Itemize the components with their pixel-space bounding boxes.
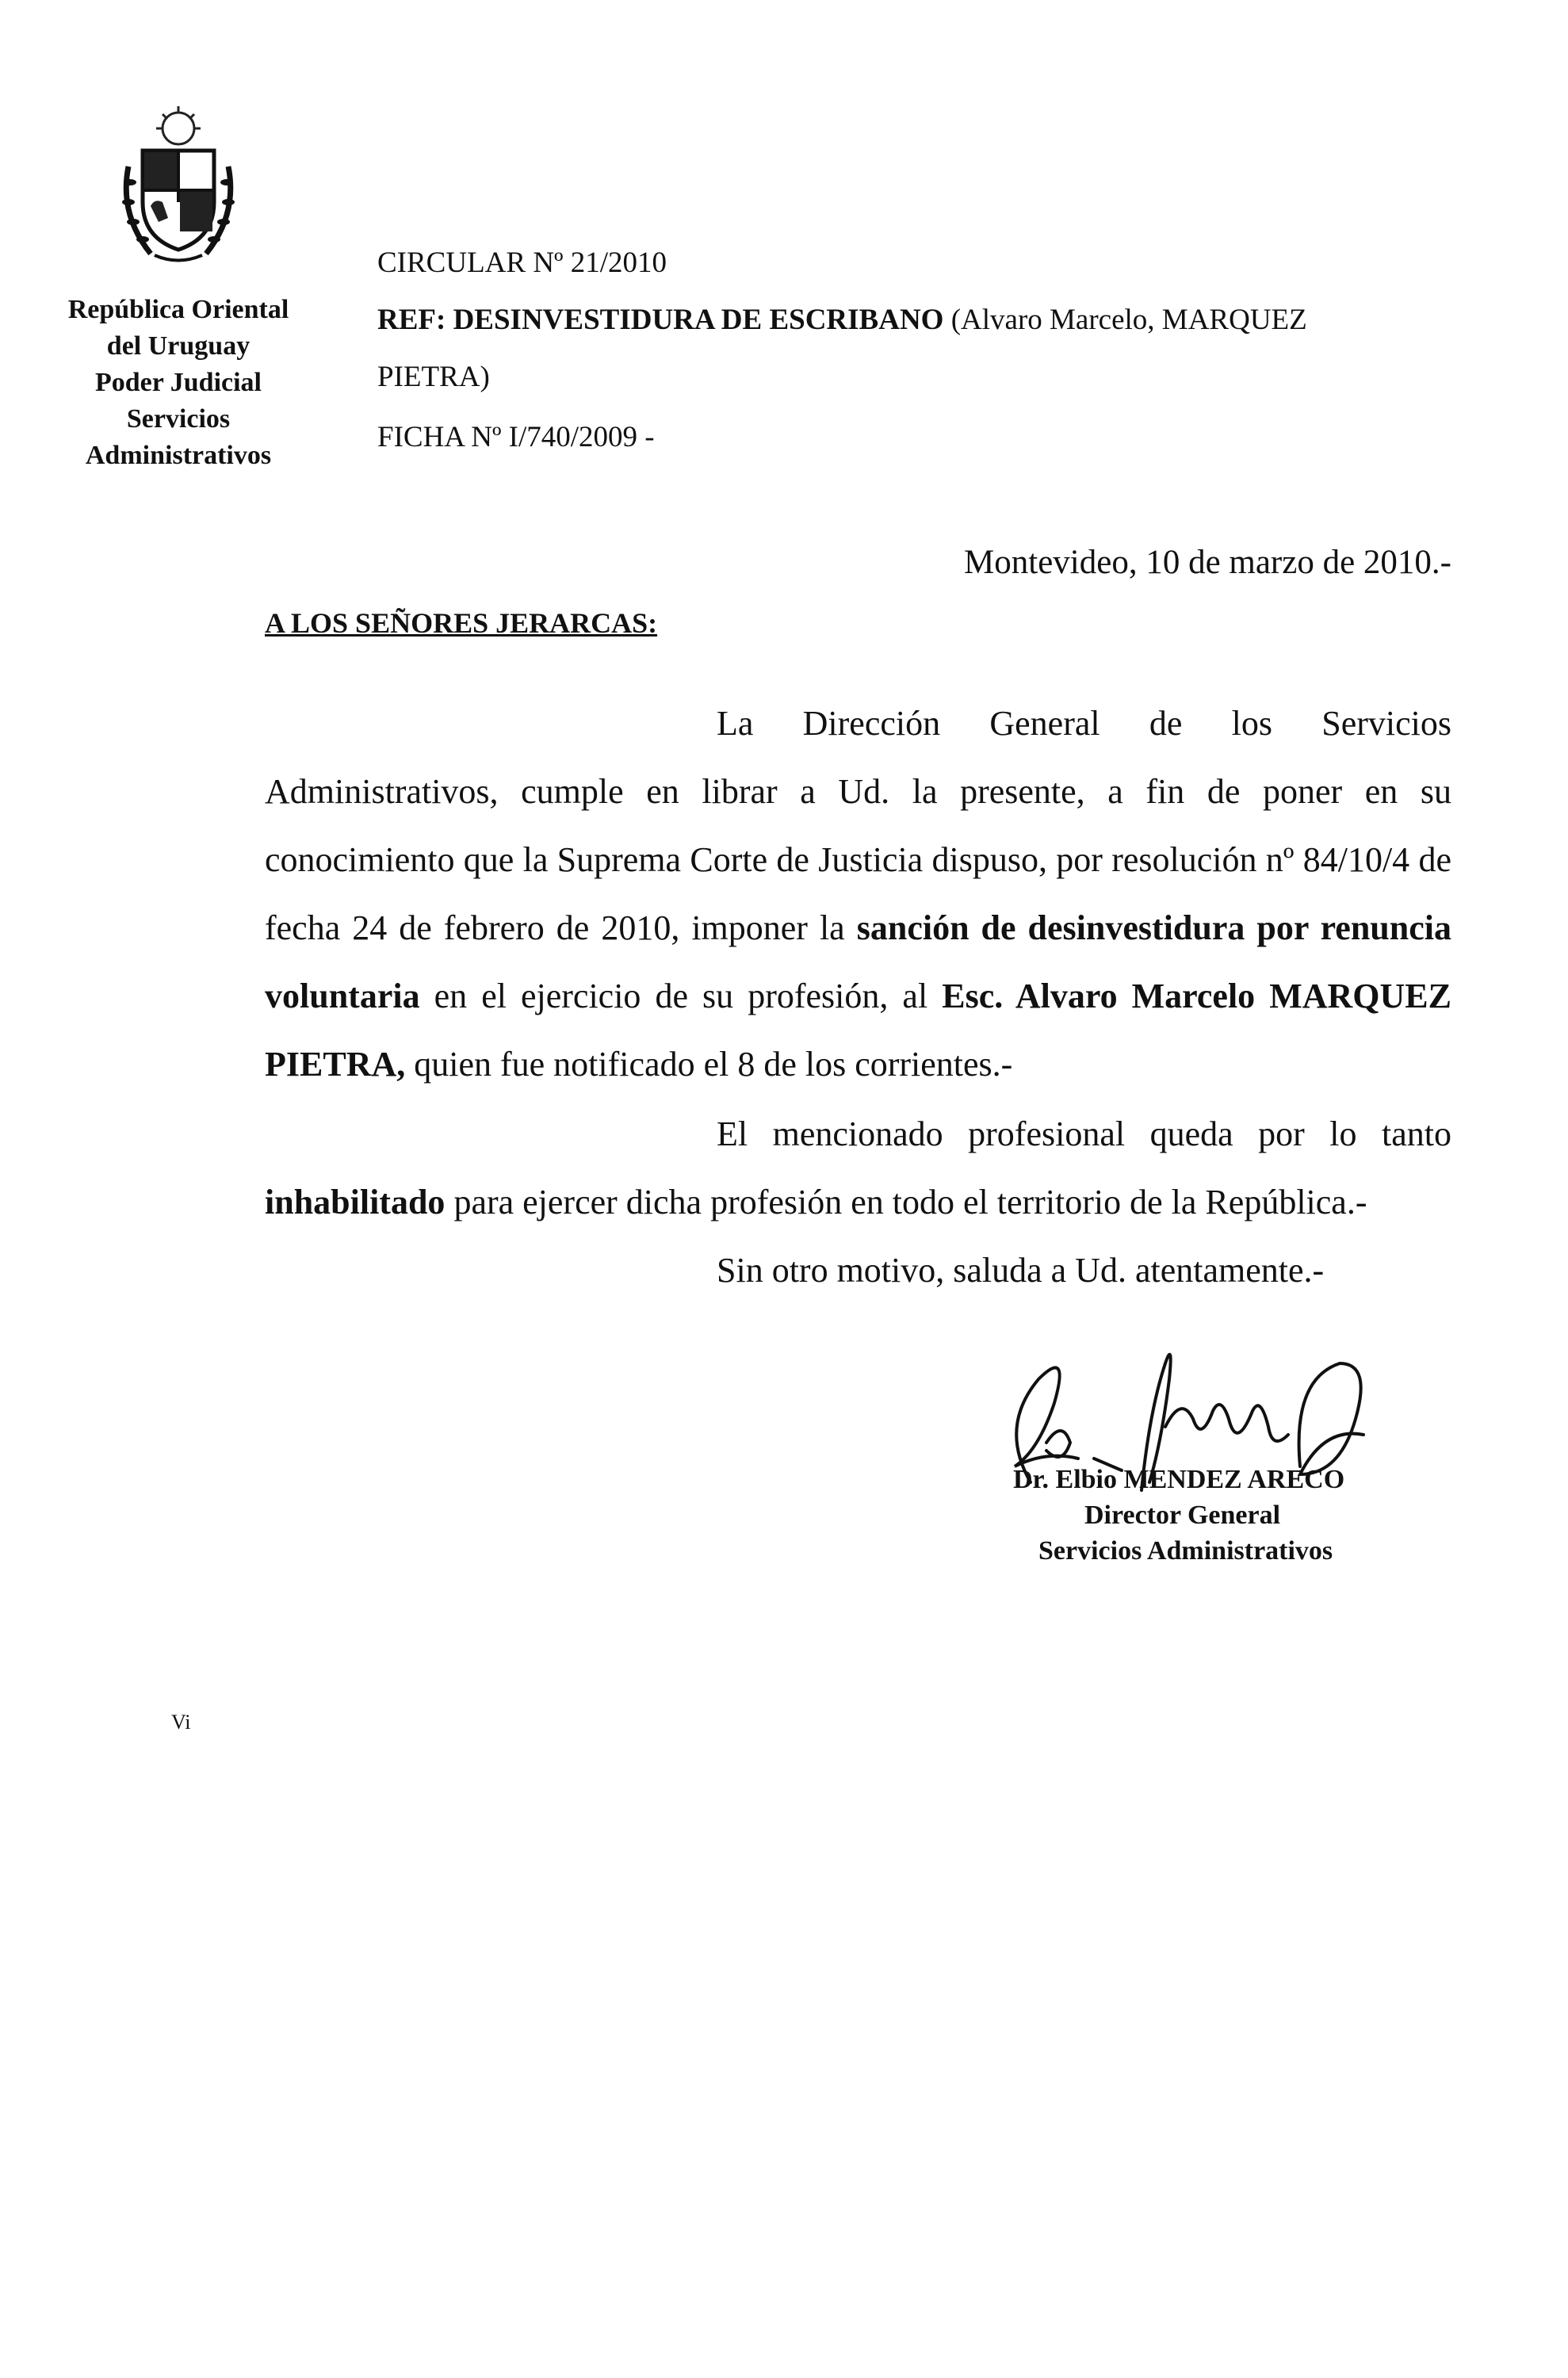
signer-name: Dr. Elbio MENDEZ ARECO bbox=[1013, 1465, 1345, 1494]
org-line: Servicios bbox=[126, 404, 231, 434]
body-text: quien fue notificado el 8 de los corrientes.- bbox=[405, 1045, 1013, 1084]
reference-line bbox=[377, 303, 1307, 337]
circular-number: CIRCULAR Nº 21/2010 bbox=[377, 247, 667, 279]
org-line: del Uruguay bbox=[106, 331, 250, 361]
signer-title: Director General bbox=[1084, 1501, 1281, 1530]
body-paragraph-1 bbox=[265, 690, 1451, 1099]
reference-name-continued: PIETRA) bbox=[377, 361, 490, 393]
coat-of-arms-icon bbox=[119, 103, 238, 270]
date-line: Montevideo, 10 de marzo de 2010.- bbox=[964, 544, 1451, 581]
salutation: A LOS SEÑORES JERARCAS: bbox=[265, 607, 658, 639]
body-paragraph-2 bbox=[265, 1100, 1451, 1237]
body-text: en el ejercicio de su profesión, al bbox=[419, 977, 943, 1015]
disqualified-text: inhabilitado bbox=[265, 1183, 446, 1221]
closing-line: Sin otro motivo, saluda a Ud. atentamente.- bbox=[717, 1251, 1325, 1290]
org-line: Poder Judicial bbox=[95, 368, 262, 397]
body-text: para ejercer dicha profesión en todo el territorio de la República.- bbox=[445, 1183, 1367, 1221]
ficha-number: FICHA Nº I/740/2009 - bbox=[377, 421, 655, 453]
org-line: Administrativos bbox=[85, 441, 272, 470]
reference-label: REF: DESINVESTIDURA DE ESCRIBANO bbox=[377, 304, 944, 336]
body-text: La Dirección General de los Servicios Administrativos, cumple en librar a Ud. la presente, a fin de poner en su conocimiento que la Suprema Corte de Justicia dispuso, por resolución nº 84/10/4 de fecha 24 de febrero de 2010, imponer la bbox=[265, 704, 1451, 947]
organization-name bbox=[40, 292, 317, 474]
typist-initials: Vi bbox=[171, 1711, 191, 1734]
org-line: República Oriental bbox=[67, 295, 289, 324]
reference-name: (Alvaro Marcelo, MARQUEZ bbox=[950, 304, 1307, 336]
signer-department: Servicios Administrativos bbox=[1038, 1536, 1333, 1566]
notary-name: Esc. Alvaro Marcelo MARQUEZ PIETRA, bbox=[265, 977, 1451, 1084]
sanction-text: sanción de desinvestidura por renuncia voluntaria bbox=[265, 908, 1451, 1015]
body-text: El mencionado profesional queda por lo tanto bbox=[717, 1114, 1451, 1153]
